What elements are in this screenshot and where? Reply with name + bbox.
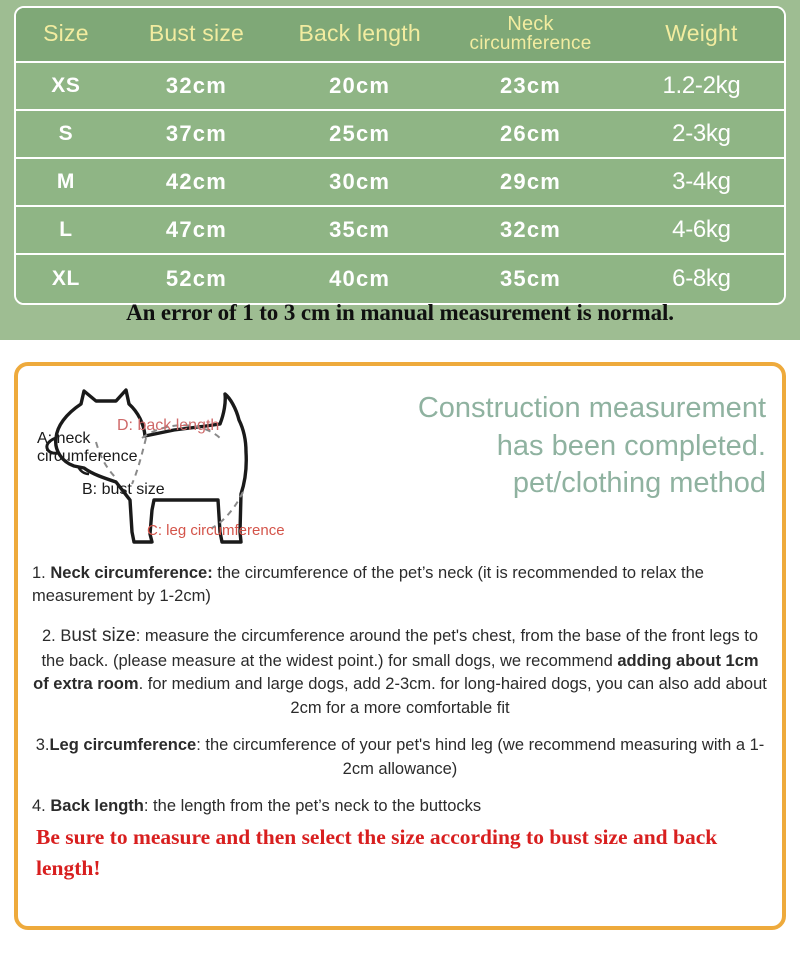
cell-bust: 37cm (116, 111, 277, 159)
cell-bust: 52cm (116, 255, 277, 303)
table-row (16, 159, 784, 207)
step-number: 3. (35, 736, 50, 755)
measurement-step-bust (32, 623, 768, 720)
diagram-label-neck-line2: circumference (37, 448, 138, 466)
step-term: Back length (50, 796, 144, 815)
cell-neck-circumference: 35cm (442, 255, 619, 303)
step-number: 4. (32, 796, 51, 815)
card-heading-line1: Construction measurement (417, 392, 766, 424)
step-number: 1. (32, 564, 51, 582)
cell-neck-circumference: 29cm (442, 159, 619, 207)
card-top-section (18, 366, 782, 556)
step-text: : the circumference of your pet's hind leg (we recommend measuring with a 1-2cm allowance) (196, 736, 765, 778)
diagram-label-back-length: D: back length (117, 417, 220, 434)
measurement-instructions-card (14, 362, 786, 930)
cell-neck-circumference: 26cm (442, 111, 619, 159)
sizing-warning-text: Be sure to measure and then select the size according to bust size and back length! (36, 825, 718, 880)
cell-weight: 3-4kg (619, 159, 784, 207)
step-text-b: . for medium and large dogs, add 2-3cm. for long-haired dogs, you can also add about 2cm for a more comfortable fit (138, 675, 767, 717)
cell-size: XL (16, 255, 116, 303)
cell-bust: 32cm (116, 63, 277, 111)
step-text-a: : measure the circumference around the pet's chest, from the base of the front legs to the back. (please measure at the widest point.) for small dogs, we recommend (41, 626, 758, 670)
step-emphasis: adding about 1cm of extra room (33, 651, 759, 694)
column-header-size: Size (16, 8, 116, 63)
neck-header-line2: circumference (469, 33, 592, 54)
cell-size: L (16, 207, 116, 255)
column-header-back-length: Back length (277, 8, 442, 63)
cell-weight: 2-3kg (619, 111, 784, 159)
measurement-step-back-length (32, 795, 768, 818)
cell-weight: 1.2-2kg (619, 63, 784, 111)
size-table-panel (0, 0, 800, 340)
cell-neck-circumference: 23cm (442, 63, 619, 111)
step-term: ust size (71, 624, 136, 646)
table-header-row (16, 8, 784, 63)
diagram-label-neck-line1: A: neck (37, 430, 91, 447)
cell-size: XS (16, 63, 116, 111)
table-row (16, 63, 784, 111)
measurement-step-neck (32, 562, 768, 609)
diagram-label-leg: C: leg circumference (147, 522, 285, 539)
column-header-weight: Weight (619, 8, 784, 63)
cell-bust: 47cm (116, 207, 277, 255)
cell-size: M (16, 159, 116, 207)
step-text: the circumference of the pet’s neck (it is recommended to relax the measurement by 1-2cm) (32, 564, 704, 606)
cell-back-length: 35cm (277, 207, 442, 255)
measurement-steps-list (18, 556, 782, 818)
measurement-step-leg (32, 734, 768, 781)
step-text: : the length from the pet’s neck to the buttocks (143, 796, 482, 815)
table-row (16, 111, 784, 159)
cell-back-length: 40cm (277, 255, 442, 303)
step-term: Neck circumference: (50, 564, 213, 582)
measurement-error-note: An error of 1 to 3 cm in manual measurement is normal. (126, 300, 674, 325)
cell-weight: 4-6kg (619, 207, 784, 255)
cell-size: S (16, 111, 116, 159)
size-table (14, 6, 786, 305)
card-heading-line2: has been completed. (496, 429, 766, 462)
cell-neck-circumference: 32cm (442, 207, 619, 255)
dog-measurement-diagram (34, 382, 319, 554)
table-row (16, 207, 784, 255)
card-heading (319, 382, 774, 503)
cell-bust: 42cm (116, 159, 277, 207)
cell-back-length: 20cm (277, 63, 442, 111)
cell-back-length: 25cm (277, 111, 442, 159)
cell-weight: 6-8kg (619, 255, 784, 303)
card-heading-line3: pet/clothing method (512, 467, 766, 500)
column-header-neck-circumference (442, 8, 619, 63)
diagram-label-neck (37, 430, 137, 467)
step-number: 2. B (41, 626, 72, 645)
diagram-label-bust: B: bust size (82, 481, 165, 498)
table-row (16, 255, 784, 303)
cell-back-length: 30cm (277, 159, 442, 207)
column-header-bust: Bust size (116, 8, 277, 63)
neck-header-line1: Neck (507, 13, 554, 35)
step-term: Leg circumference (49, 736, 197, 755)
